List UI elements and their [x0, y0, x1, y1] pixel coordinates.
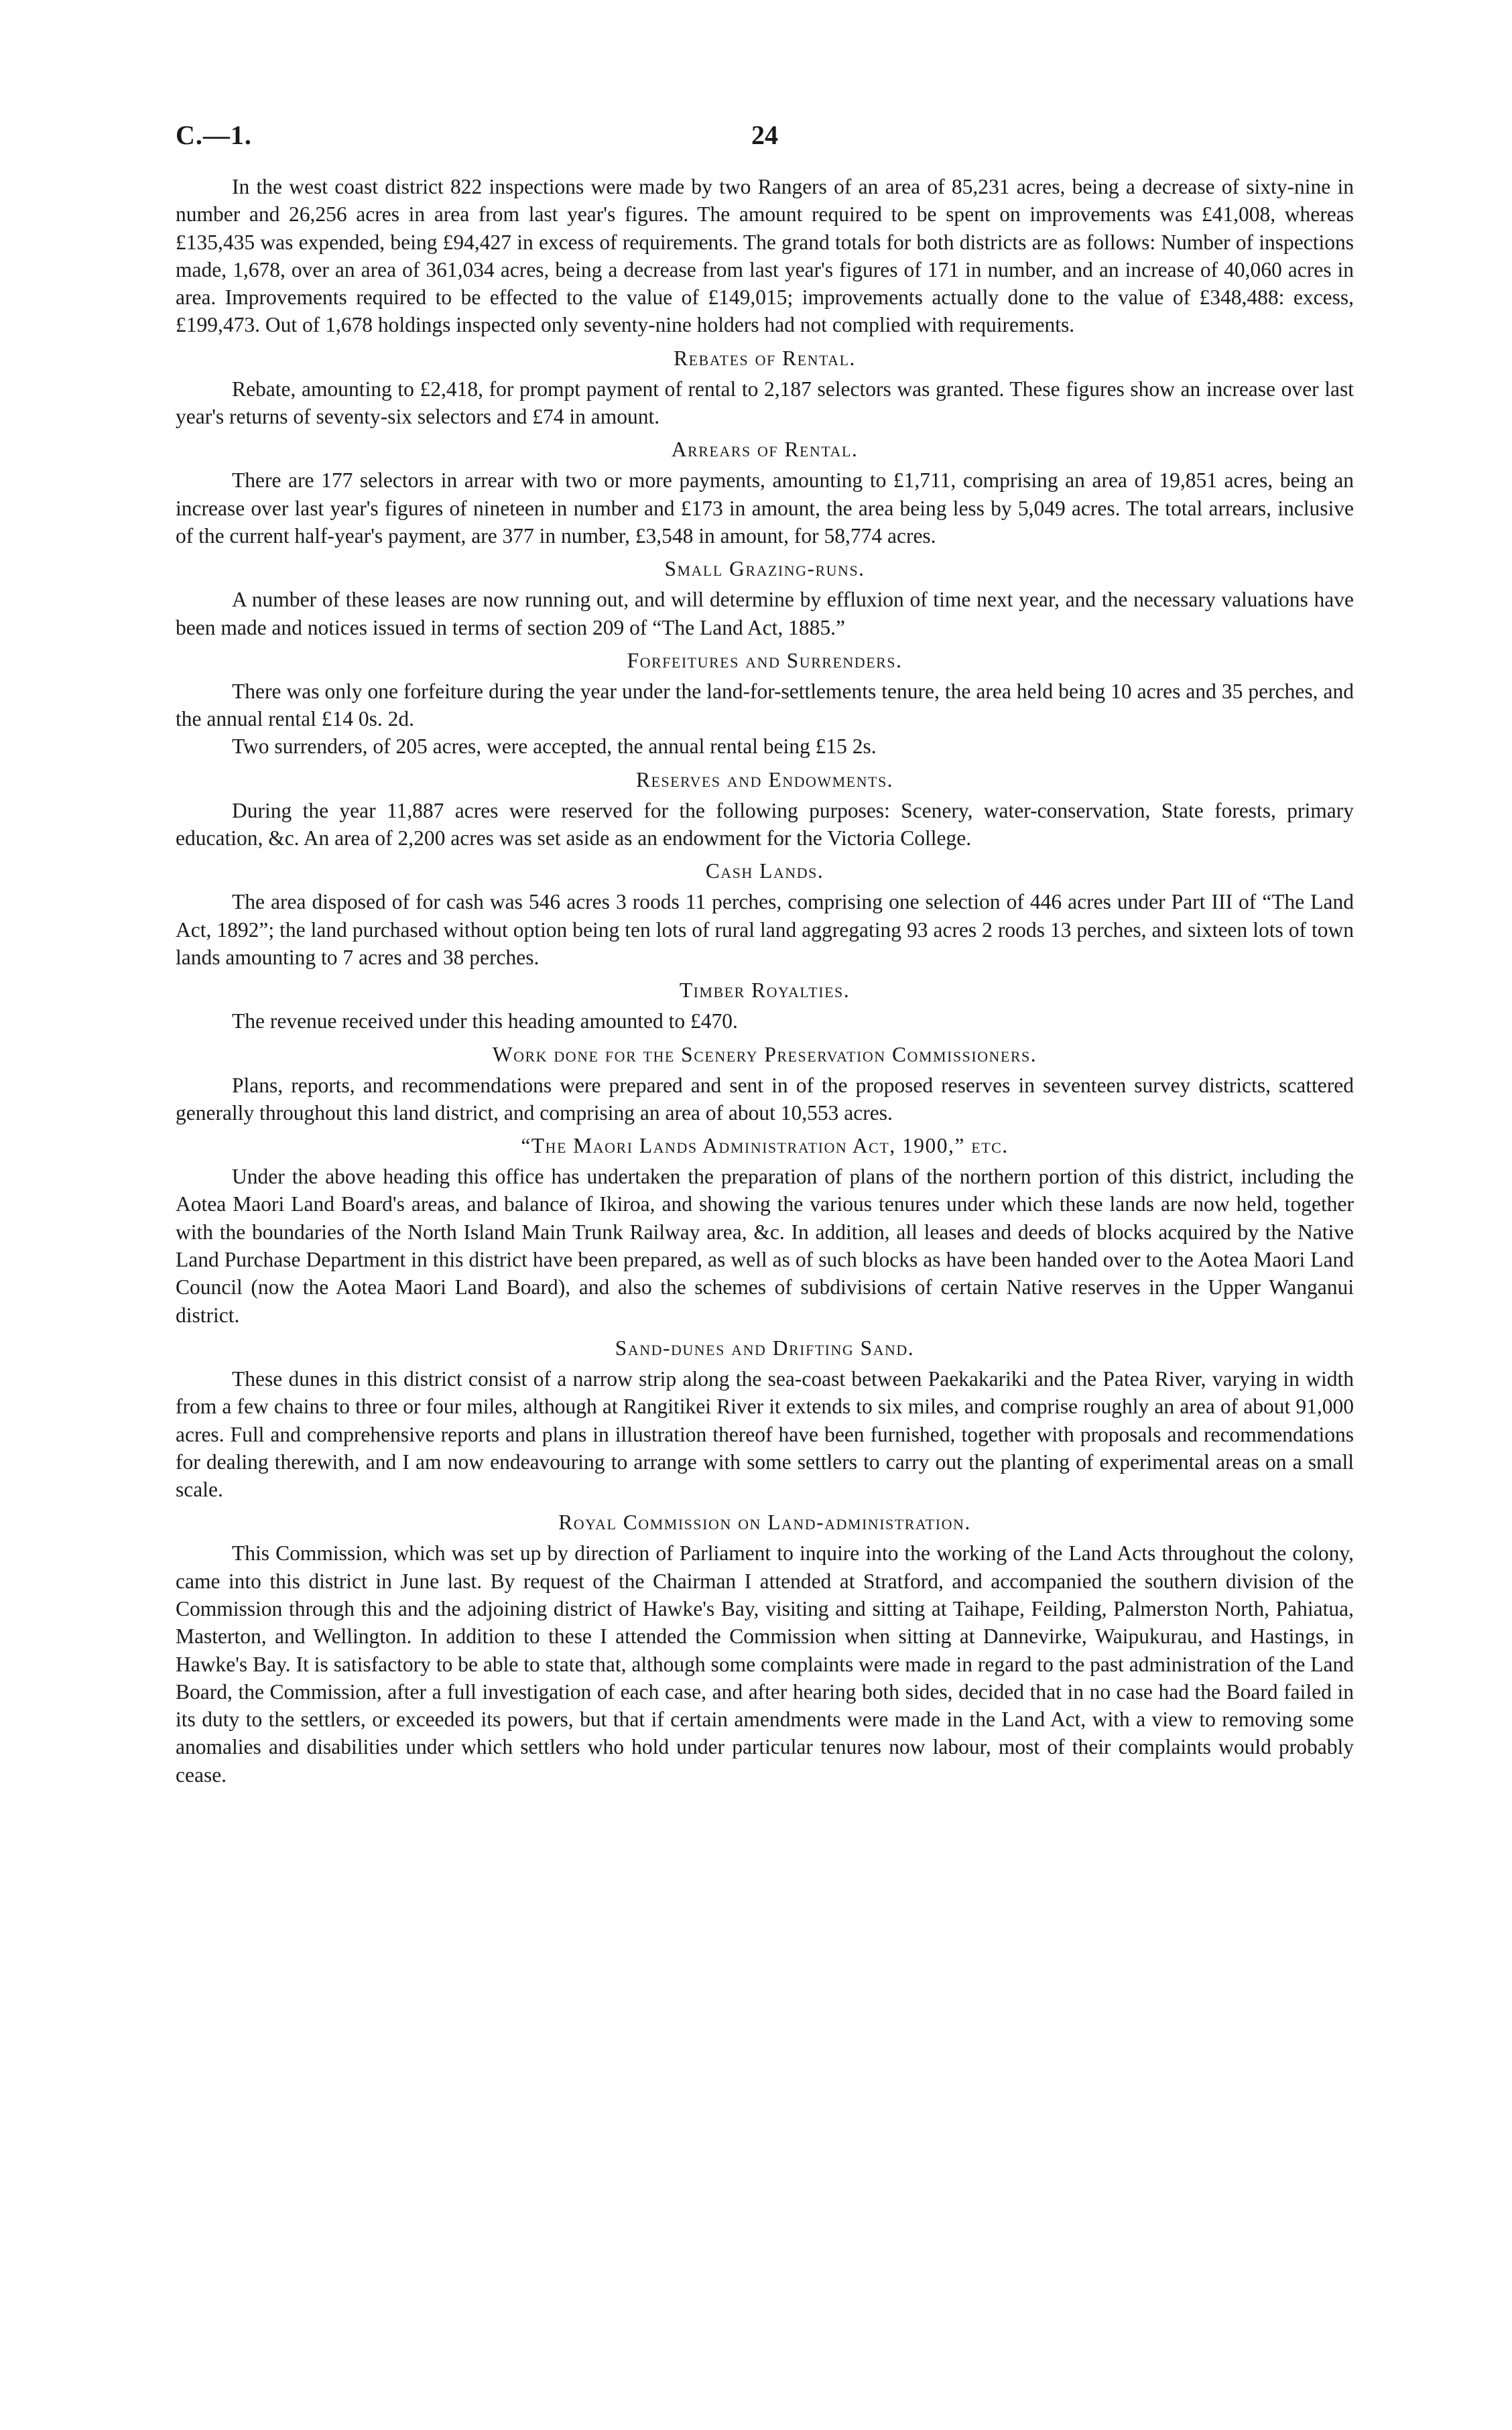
paragraph: This Commission, which was set up by direction of Parliament to inquire into the working of the Land Acts throughout the colony, came into this district in June last. By request of the Chairman I attended at Stratford, and accompanied the southern division of the Commission through this and the adjoining district of Hawke's Bay, visiting and sitting at Taihape, Feilding, Palmerston North, Pahiatua, Masterton, and Wellington. In addition to these I attended the Commission when sitting at Dannevirke, Waipukurau, and Hastings, in Hawke's Bay. It is satisfactory to be able to state that, although some complaints were made in regard to the past administration of the Land Board, the Commission, after a full investigation of each case, and after hearing both sides, decided that in no case had the Board failed in its duty to the settlers, or exceeded its powers, but that if certain amendments were made in the Land Act, with a view to removing some anomalies and disabilities under which settlers who hold under particular tenures now labour, most of their complaints would probably cease. [176, 1541, 1354, 1787]
section [176, 852, 1354, 971]
section [176, 173, 1354, 339]
paragraph: In the west coast district 822 inspections were made by two Rangers of an area of 85,231 acres, being a decrease of sixty-nine in number and 26,256 acres in area from last year's figures. The amount required to be spent on improvements was £41,008, whereas £135,435 was expended, being £94,427 in excess of requirements. The grand totals for both districts are as follows: Number of inspections made, 1,678, over an area of 361,034 acres, being a decrease from last year's figures of 171 in number, and an increase of 40,060 acres in area. Improvements required to be effected to the value of £149,015; improvements actually done to the value of £348,488: excess, £199,473. Out of 1,678 holdings inspected only seventy-nine holders had not complied with requirements. [176, 175, 1354, 337]
section-heading: Cash Lands. [705, 859, 824, 883]
section-heading: Royal Commission on Land-administration. [558, 1511, 971, 1535]
paragraph: Under the above heading this office has undertaken the preparation of plans of the northern portion of this district, including the Aotea Maori Land Board's areas, and balance of Ikiroa, and showing the various tenures under which these lands are now held, together with the boundaries of the North Island Main Trunk Railway area, &c. In addition, all leases and deeds of blocks acquired by the Native Land Purchase Department in this district have been prepared, as well as of such blocks as have been handed over to the Aotea Maori Land Council (now the Aotea Maori Land Board), and also the schemes of subdivisions of certain Native reserves in the Upper Wanganui district. [176, 1165, 1354, 1327]
page-number: 24 [751, 120, 778, 150]
paragraph: There was only one forfeiture during the year under the land-for-settlements tenure, the area held being 10 acres and 35 perches, and the annual rental £14 0s. 2d. [176, 679, 1354, 731]
document-body [176, 173, 1354, 1789]
paragraph: During the year 11,887 acres were reserved for the following purposes: Scenery, water-conservation, State forests, primary education, &c. An area of 2,200 acres was set aside as an endowment for the Victoria College. [176, 798, 1354, 850]
paragraph: These dunes in this district consist of a narrow strip along the sea-coast between Paekakariki and the Patea River, varying in width from a few chains to three or four miles, although at Rangitikei River it extends to six miles, and comprise roughly an area of about 91,000 acres. Full and comprehensive reports and plans in illustration thereof have been furnished, together with proposals and recommendations for dealing therewith, and I am now endeavouring to arrange with some settlers to carry out the planting of experimental areas on a small scale. [176, 1366, 1354, 1502]
page-header [176, 119, 1354, 159]
paragraph: The area disposed of for cash was 546 acres 3 roods 11 perches, comprising one selection of 446 acres under Part III of “The Land Act, 1892”; the land purchased without option being ten lots of rural land aggregating 93 acres 2 roods 13 perches, and sixteen lots of town lands amounting to 7 acres and 38 perches. [176, 890, 1354, 969]
section [176, 971, 1354, 1035]
section [176, 339, 1354, 431]
section-heading: Reserves and Endowments. [635, 767, 894, 791]
document-reference: C.—1. [176, 120, 252, 150]
section [176, 1329, 1354, 1503]
paragraph: A number of these leases are now running out, and will determine by effluxion of time next year, and the necessary valuations have been made and notices issued in terms of section 209 of “The Land Act, 1885.” [176, 588, 1354, 639]
section [176, 761, 1354, 852]
section [176, 1127, 1354, 1329]
section-heading: Forfeitures and Surrenders. [627, 648, 903, 672]
section-heading: “The Maori Lands Administration Act, 1900,” etc. [521, 1134, 1009, 1158]
section-heading: Rebates of Rental. [674, 346, 856, 370]
section-heading: Arrears of Rental. [671, 438, 859, 462]
section [176, 430, 1354, 550]
section-heading: Work done for the Scenery Preservation Commissioners. [492, 1042, 1037, 1066]
paragraph: Two surrenders, of 205 acres, were accepted, the annual rental being £15 2s. [232, 734, 877, 759]
section-heading: Small Grazing-runs. [664, 557, 865, 581]
section [176, 641, 1354, 761]
section [176, 1035, 1354, 1127]
section [176, 1503, 1354, 1789]
section-heading: Timber Royalties. [679, 978, 850, 1003]
paragraph: The revenue received under this heading amounted to £470. [232, 1009, 738, 1033]
section [176, 550, 1354, 641]
paragraph: Plans, reports, and recommendations were prepared and sent in of the proposed reserves in seventeen survey districts, scattered generally throughout this land district, and comprising an area of about 10,553 acres. [176, 1073, 1354, 1125]
paragraph: Rebate, amounting to £2,418, for prompt payment of rental to 2,187 selectors was granted. These figures show an increase over last year's returns of seventy-six selectors and £74 in amount. [176, 377, 1354, 429]
section-heading: Sand-dunes and Drifting Sand. [615, 1336, 915, 1360]
paragraph: There are 177 selectors in arrear with two or more payments, amounting to £1,711, comprising an area of 19,851 acres, being an increase over last year's figures of nineteen in number and £173 in amount, the area being less by 5,049 acres. The total arrears, inclusive of the current half-year's payment, are 377 in number, £3,548 in amount, for 58,774 acres. [176, 468, 1354, 548]
